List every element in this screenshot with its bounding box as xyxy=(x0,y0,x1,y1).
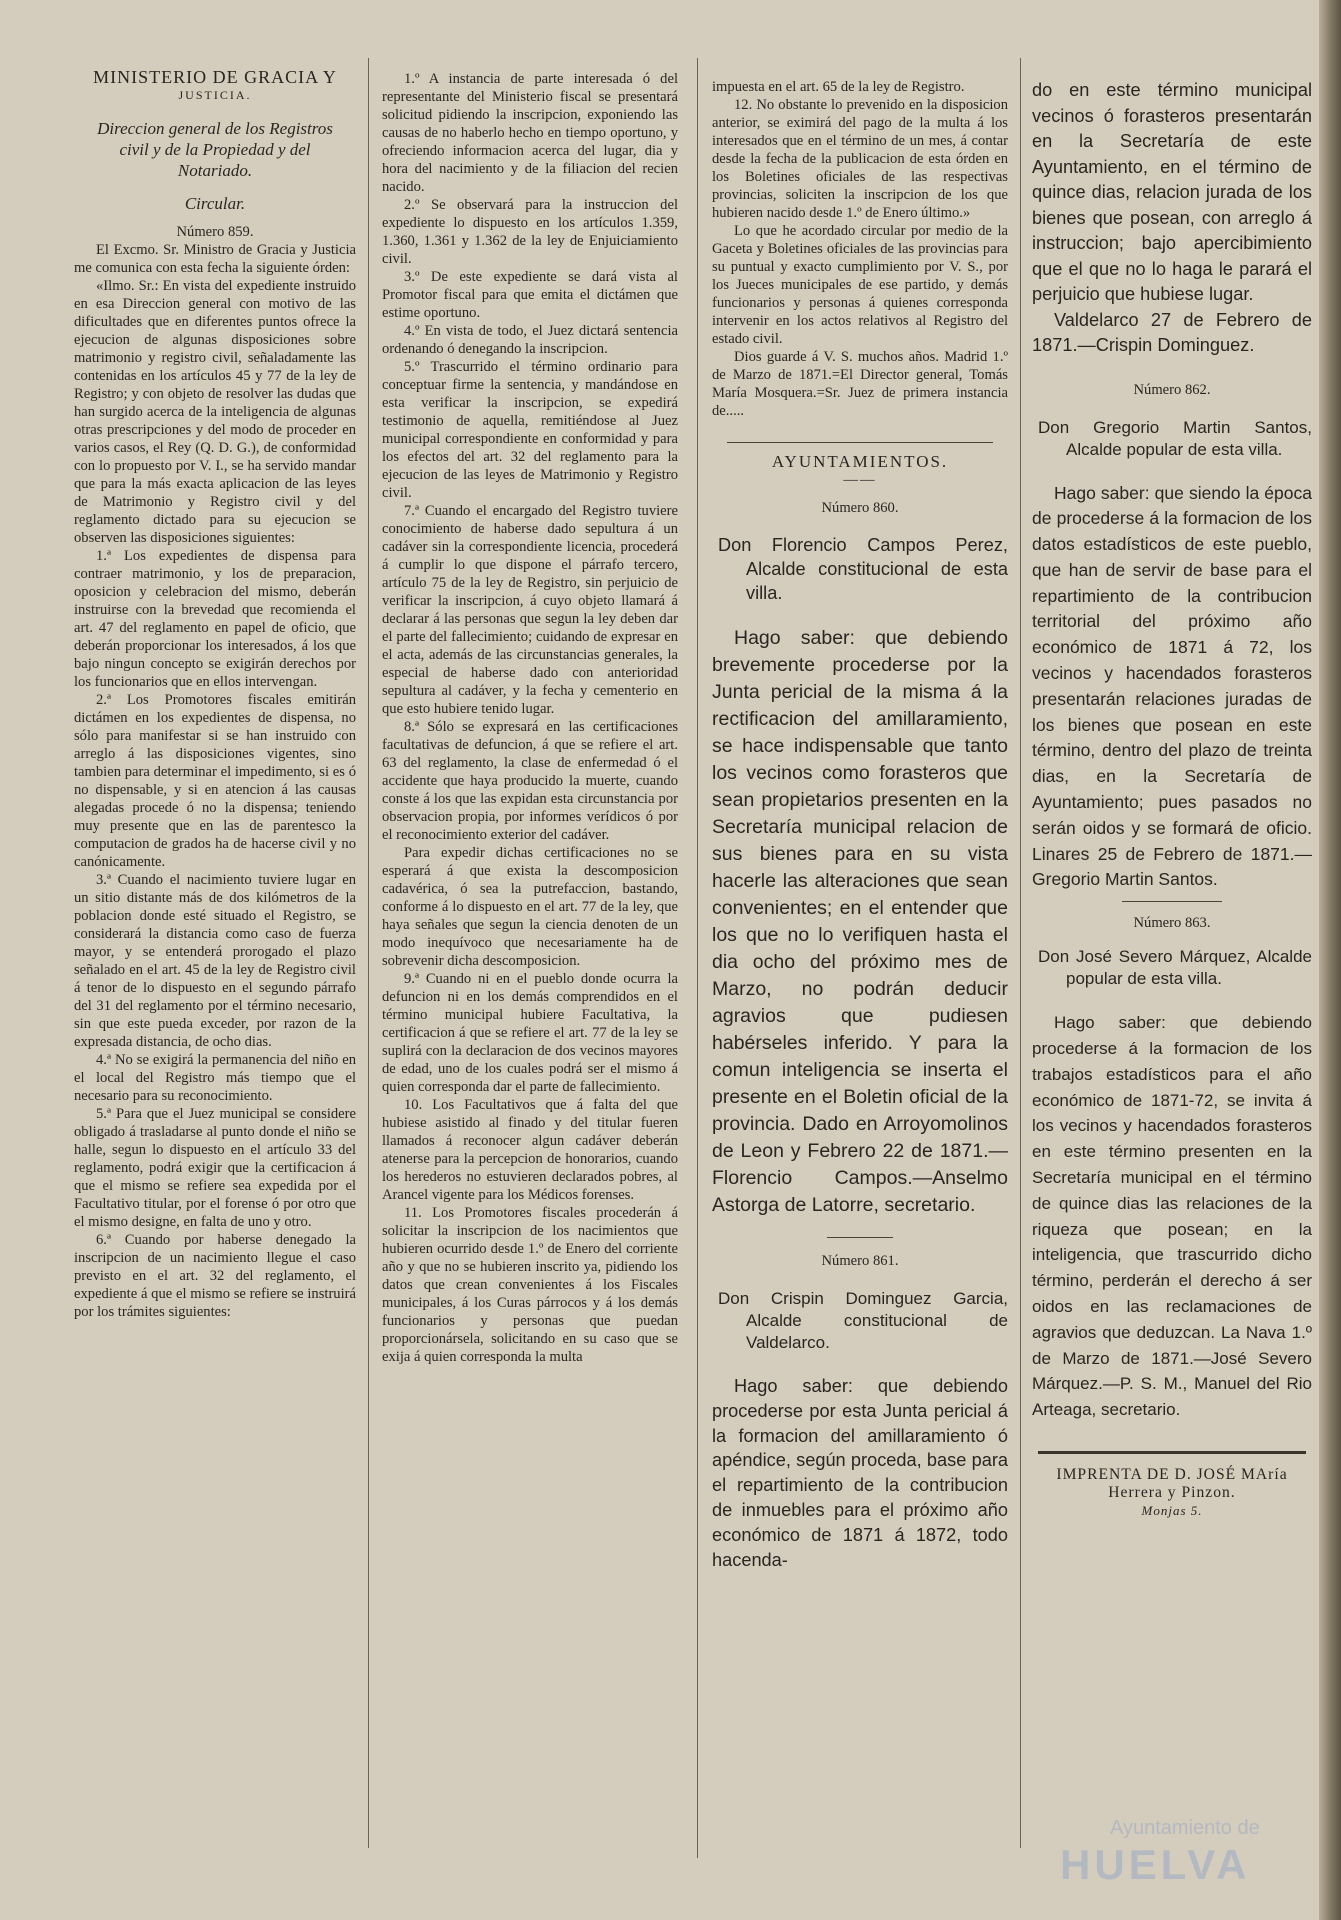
column-4 xyxy=(1032,78,1312,1858)
notice-body: Hago saber: que siendo la época de procederse á la formacion de los datos estadísticos de este pueblo, que han de servir de base para el repartimiento de la contribucion territorial del próximo año económico de 1871 á 72, los vecinos y hacendados forasteros presentarán relaciones juradas de los bienes que posean en este término, dentro del plazo de treinta dias, en la Secretaría de Ayuntamiento; pues pasados no serán oidos y se formará de oficio. Linares 25 de Febrero de 1871.—Gregorio Martin Santos. xyxy=(1032,482,1312,890)
paragraph: 5.ª Para que el Juez municipal se considere obligado á trasladarse al punto donde el niño se halle, segun lo dispuesto en el artículo 33 del reglamento, podrá exigir que la certificacion á que el mismo se refiere sea expedida por el Facultativo titular, por el forense ó por otro que el mismo designe, en falta de uno y otro. xyxy=(74,1106,356,1230)
paragraph: 2.ª Los Promotores fiscales emitirán dictámen en los expedientes de dispensa, no sólo para manifestar si se han instruido con arreglo á las disposiciones vigentes, sino tambien para determinar el impedimento, si es ó no dispensable, y si en atencion á las causas alegadas procede ó no la dispensa; teniendo muy presente que en las de parentesco la computacion de grados ha de hacerse civil y no canónicamente. xyxy=(74,692,356,870)
section-divider xyxy=(727,442,993,443)
paragraph: 1.ª Los expedientes de dispensa para contraer matrimonio, y los de preparacion, oposicion y celebracion del mismo, deberán instruirse con la brevedad que recomienda el art. 47 del reglamento en papel de oficio, que deberán proporcionar los interesados, á los que bajo ningun concepto se exigirán derechos por los funcionarios que en ellos intervengan. xyxy=(74,548,356,690)
notice-header: Don José Severo Márquez, Alcalde popular de esta villa. xyxy=(1038,947,1312,989)
notice-body: Hago saber: que debiendo procederse á la formacion de los trabajos estadísticos para el año económico de 1871-72, se invita á los vecinos y hacendados forasteros en este término presenten en la Secretaría municipal en el término de quince dias las relaciones de la riqueza que posean; en la inteligencia, que trascurrido dicho término, perderán el derecho á ser oidos en las reclamaciones de agravios que deduzcan. La Nava 1.º de Marzo de 1871.—José Severo Márquez.—P. S. M., Manuel del Rio Arteaga, secretario. xyxy=(1032,1013,1312,1420)
short-divider xyxy=(1122,901,1223,902)
number-heading: Número 863. xyxy=(1133,915,1211,932)
paragraph: El Excmo. Sr. Ministro de Gracia y Justicia me comunica con esta fecha la siguiente órden: xyxy=(74,242,356,276)
ministry-heading: MINISTERIO DE GRACIA Y xyxy=(93,67,337,87)
paragraph: 7.ª Cuando el encargado del Registro tuviere conocimiento de haberse dado sepultura á un cadáver sin la correspondiente licencia, procederá á cumplir lo que dispone el párrafo tercero, artículo 75 de la ley de Registro, sin perjuicio de verificar la inscripcion, á cuyo objeto llamará á declarar á las personas que segun la ley deben dar el parte del fallecimiento; cuidando de expresar en el acta, además de las circunstancias generales, la especial de haberse dado con anterioridad sepultura al cadáver, y la fecha y cementerio en que esto hubiere tenido lugar. xyxy=(382,503,678,717)
paragraph: 4.º En vista de todo, el Juez dictará sentencia ordenando ó denegando la inscripcion. xyxy=(382,323,678,357)
watermark-title: HUELVA xyxy=(1060,1841,1251,1888)
column-divider xyxy=(1020,58,1021,1848)
paragraph: 12. No obstante lo prevenido en la disposicion anterior, se eximirá del pago de la multa á los interesados que en el término de un mes, á contar desde la fecha de la publicacion de esta órden en los Boletines oficiales de las respectivas provincias, soliciten la inscripcion de los que hubieren nacido desde 1.º de Enero último.» xyxy=(712,97,1008,221)
column-3 xyxy=(712,78,1008,1858)
paragraph: 9.ª Cuando ni en el pueblo donde ocurra la defuncion ni en los demás comprendidos en el término municipal hubiere Facultativa, la certificacion á que se refiere el art. 77 de la ley se suplirá con la declaracion de dos vecinos mayores de edad, uno de los cuales podrá ser el mismo á quien corresponda dar el parte de fallecimiento. xyxy=(382,971,678,1095)
number-heading: Número 860. xyxy=(821,500,899,516)
paragraph: 1.º A instancia de parte interesada ó del representante del Ministerio fiscal se presentará solicitud pidiendo la inscripcion, exponiendo las causas de no haberlo hecho en tiempo oportuno, y ofreciendo informacion acerca del lugar, dia y hora del nacimiento y de la filiacion del recien nacido. xyxy=(382,71,678,195)
number-heading: Número 859. xyxy=(176,224,254,240)
number-heading: Número 862. xyxy=(1133,381,1211,398)
ayuntamientos-heading: AYUNTAMIENTOS. xyxy=(771,452,949,471)
column-divider xyxy=(368,58,369,1848)
direction-heading: Direccion general de los Registros civil y de la Propiedad y del Notariado. xyxy=(97,119,333,180)
imprenta-line: IMPRENTA DE D. JOSÉ MAría Herrera y Pinzon. xyxy=(1056,1466,1288,1501)
book-spine-edge xyxy=(1319,0,1341,1920)
paragraph: «Ilmo. Sr.: En vista del expediente instruido en esa Direccion general con motivo de las dificultades que en diferentes puntos ofrece la ejecucion de algunas disposiciones sobre matrimonio y registro civil, señaladamente las contenidas en los artículos 45 y 77 de la ley de Registro; y con objeto de resolver las dudas que han surgido acerca de la inteligencia de algunas otras prescripciones y del modo de proceder en varios casos, el Rey (Q. D. G.), de conformidad con lo propuesto por V. I., se ha servido mandar que para la más exacta aplicacion de las leyes de Matrimonio y Registro civil y del reglamento dictado para su ejecucion se observen las disposiciones siguientes: xyxy=(74,278,356,546)
paragraph: 10. Los Facultativos que á falta del que hubiese asistido al finado y del titular fueren llamados á reconocer algun cadáver deberán atenerse para la percepcion de honorarios, cuando los herederos no estuvieren declarados pobres, al Arancel vigente para los Médicos forenses. xyxy=(382,1097,678,1203)
paragraph: 8.ª Sólo se expresará en las certificaciones facultativas de defuncion, á que se refiere el art. 63 del reglamento, la clase de enfermedad ó el accidente que haya producido la muerte, cuando conste á los que las expidan esta circunstancia por observacion propia, por informes verídicos ó por el reconocimiento exterior del cadáver. xyxy=(382,719,678,843)
paragraph: Lo que he acordado circular por medio de la Gaceta y Boletines oficiales de las provincias para su puntual y exacto cumplimiento por V. S., por los Jueces municipales de ese partido, y demás funcionarios y personas á quienes corresponda intervenir en los actos relativos al Registro del estado civil. xyxy=(712,223,1008,347)
short-divider xyxy=(827,1237,892,1238)
notice-header: Don Florencio Campos Perez, Alcalde constitucional de esta villa. xyxy=(718,535,1008,603)
ministry-subheading: JUSTICIA. xyxy=(178,88,252,102)
ornament-dash: —— xyxy=(843,472,877,488)
notice-body: Hago saber: que debiendo brevemente procederse por la Junta pericial de la misma á la rectificacion del amillaramiento, se hace indispensable que tanto los vecinos como forasteros que sean propietarios presenten en la Secretaría municipal relacion de sus bienes para en su vista hacerle las alteraciones que sean convenientes; en el entender que los que no lo verifiquen hasta el dia ocho del próximo mes de Marzo, no podrán deducir agravios que pudiesen habérseles inferido. Y para la comun inteligencia se inserta el presente en el Boletin oficial de la provincia. Dado en Arroyomolinos de Leon y Febrero 22 de 1871.—Florencio Campos.—Anselmo Astorga de Latorre, secretario. xyxy=(712,627,1008,1216)
archive-watermark xyxy=(1040,1815,1300,1895)
paragraph: 4.ª No se exigirá la permanencia del niño en el local del Registro más tiempo que el necesario para su reconocimiento. xyxy=(74,1052,356,1104)
paragraph: 2.º Se observará para la instruccion del expediente lo dispuesto en los artículos 1.359, 1.360, 1.361 y 1.362 de la ley de Enjuiciamiento civil. xyxy=(382,197,678,267)
paragraph: 11. Los Promotores fiscales procederán á solicitar la inscripcion de los nacimientos que hubieren ocurrido desde 1.º de Enero del corriente año y que no se hubieren inscrito ya, pidiendo los datos que crean convenientes á los Fiscales municipales, á los Curas párrocos y á los demás funcionarios y personas que puedan proporcionársela, solicitando en su caso que se exija á quien corresponda la multa xyxy=(382,1205,678,1365)
notice-body: do en este término municipal vecinos ó forasteros presentarán en la Secretaría de este Ayuntamiento, en el término de quince dias, relacion jurada de los bienes que posean, con arreglo á instruccion; bajo apercibimiento que el que no lo haga le parará el perjuicio que hubiese lugar. xyxy=(1032,80,1312,304)
paragraph: 3.º De este expediente se dará vista al Promotor fiscal para que emita el dictámen que estime oportuno. xyxy=(382,269,678,321)
column-2 xyxy=(382,70,678,1880)
notice-header: Don Crispin Dominguez Garcia, Alcalde constitucional de Valdelarco. xyxy=(718,1289,1008,1352)
watermark-line: Ayuntamiento de xyxy=(1110,1817,1260,1839)
notice-header: Don Gregorio Martin Santos, Alcalde popular de esta villa. xyxy=(1038,417,1312,459)
paragraph: 5.º Trascurrido el término ordinario para conceptuar firme la sentencia, y mandándose en esta verificar la inscripcion, se expedirá testimonio de aquella, remitiéndose al Juez municipal correspondiente en conformidad y para los efectos del art. 32 del reglamento para la ejecucion de las leyes de Matrimonio y Registro civil. xyxy=(382,359,678,501)
section-divider xyxy=(1038,1451,1307,1454)
number-heading: Número 861. xyxy=(821,1253,899,1269)
paragraph: 3.ª Cuando el nacimiento tuviere lugar en un sitio distante más de dos kilómetros de la poblacion donde esté situado el Registro, se considerará la distancia como caso de fuerza mayor, y se entenderá prorogado el plazo señalado en el art. 45 de la ley de Registro civil á tenor de lo dispuesto en el segundo párrafo del 31 del reglamento por el término necesario, sin que este pueda exceder, por razon de la expresada distancia, de ocho dias. xyxy=(74,872,356,1050)
notice-body: Hago saber: que debiendo procederse por esta Junta pericial á la formacion del amillaramiento ó apéndice, según proceda, base para el repartimiento de la contribucion de inmuebles para el próximo año económico de 1871 á 1872, todo hacenda- xyxy=(712,1376,1008,1570)
paragraph: Dios guarde á V. S. muchos años. Madrid 1.º de Marzo de 1871.=El Director general, Tomás María Mosquera.=Sr. Juez de primera instancia de..... xyxy=(712,349,1008,419)
paragraph: 6.ª Cuando por haberse denegado la inscripcion de un nacimiento llegue el caso previsto en el art. 32 del reglamento, el expediente á que el mismo se refiere se instruirá por los trámites siguientes: xyxy=(74,1232,356,1320)
paragraph: Para expedir dichas certificaciones no se esperará á que exista la descomposicion cadavérica, ó sea la putrefaccion, bastando, conforme á lo dispuesto en el art. 77 de la ley, que haya señales que segun la ciencia denoten de un modo inequívoco que necesariamente ha de sobrevenir dicha descomposicion. xyxy=(382,845,678,969)
column-1 xyxy=(74,62,356,1852)
column-divider xyxy=(697,58,698,1858)
circular-heading: Circular. xyxy=(184,194,246,213)
paragraph: impuesta en el art. 65 de la ley de Registro. xyxy=(712,79,965,95)
imprenta-address: Monjas 5. xyxy=(1141,1503,1203,1518)
notice-signature: Valdelarco 27 de Febrero de 1871.—Crispin Dominguez. xyxy=(1032,309,1312,355)
